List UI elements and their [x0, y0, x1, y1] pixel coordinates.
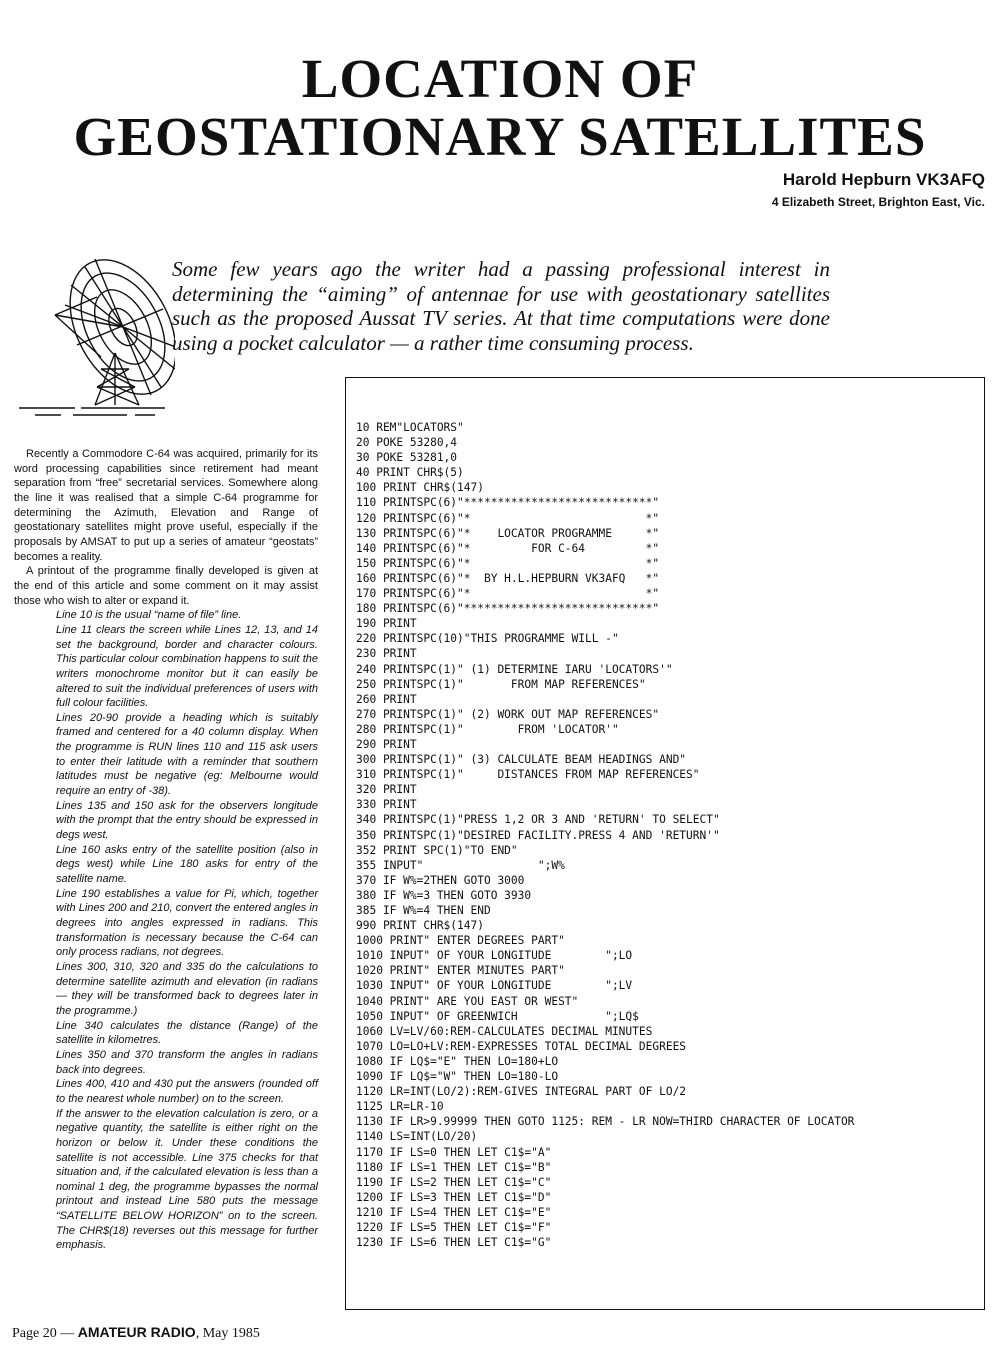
- code-line: 180 PRINTSPC(6)"****************************": [356, 602, 660, 616]
- body-paragraph-2: A printout of the programme finally developed is given at the end of this article and some comment on it may assist those who wish to alter or expand it.: [14, 565, 318, 607]
- code-line: 1190 IF LS=2 THEN LET C1$="C": [356, 1175, 552, 1189]
- code-line: 20 POKE 53280,4: [356, 436, 458, 450]
- code-line: 1130 IF LR>9.99999 THEN GOTO 1125: REM - LR NOW=THIRD CHARACTER OF LOCATOR: [356, 1115, 855, 1129]
- footer-page: Page 20 —: [12, 1326, 78, 1341]
- author-address: 4 Elizabeth Street, Brighton East, Vic.: [771, 195, 985, 209]
- code-line: 352 PRINT SPC(1)"TO END": [356, 843, 518, 857]
- code-line: 1170 IF LS=0 THEN LET C1$="A": [356, 1145, 552, 1159]
- line-note-2: Line 11 clears the screen while Lines 12, 13, and 14 set the background, border and character colours. This particular colour combination happens to suit the writers monochrome monitor but it can easily be altered to suit the individual preferences of users with full colour facilities.: [56, 623, 318, 710]
- footer-magazine: AMATEUR RADIO: [77, 1324, 196, 1340]
- line-note-9: Lines 350 and 370 transform the angles in radians back into degrees.: [56, 1048, 318, 1076]
- code-line: 1000 PRINT" ENTER DEGREES PART": [356, 934, 565, 948]
- line-note-8: Line 340 calculates the distance (Range) of the satellite in kilometres.: [56, 1019, 318, 1047]
- code-line: 1060 LV=LV/60:REM-CALCULATES DECIMAL MINUTES: [356, 1024, 653, 1038]
- code-line: 320 PRINT: [356, 783, 417, 797]
- program-listing-box: [345, 377, 985, 1310]
- code-line: 1180 IF LS=1 THEN LET C1$="B": [356, 1160, 552, 1174]
- code-line: 1120 LR=INT(LO/2):REM-GIVES INTEGRAL PART OF LO/2: [356, 1085, 687, 1099]
- code-line: 290 PRINT: [356, 737, 417, 751]
- code-line: 270 PRINTSPC(1)" (2) WORK OUT MAP REFERENCES": [356, 707, 660, 721]
- code-line: 1220 IF LS=5 THEN LET C1$="F": [356, 1220, 552, 1234]
- code-line: 30 POKE 53281,0: [356, 451, 458, 465]
- code-line: 280 PRINTSPC(1)" FROM 'LOCATOR'": [356, 722, 619, 736]
- code-line: 370 IF W%=2THEN GOTO 3000: [356, 873, 525, 887]
- author-byline: Harold Hepburn VK3AFQ: [782, 170, 985, 189]
- line-note-10: Lines 400, 410 and 430 put the answers (rounded off to the nearest whole number) on to the screen.: [56, 1078, 318, 1105]
- code-line: 170 PRINTSPC(6)"* *": [356, 587, 660, 601]
- code-line: 220 PRINTSPC(10)"THIS PROGRAMME WILL -": [356, 632, 619, 646]
- line-note-7: Lines 300, 310, 320 and 335 do the calculations to determine satellite azimuth and elevation (in radians — they will be transformed back to degrees later in the programme.): [56, 960, 318, 1017]
- body-paragraph-1: Recently a Commodore C-64 was acquired, primarily for its word processing capabilities since retirement had meant separation from “free” secretarial services. Somewhere along the line it was realised that a simple C-64 programme for determining the Azimuth, Elevation and Range of geostationary satellites might prove useful, especially if the proposals by AMSAT to put up a series of amateur “geostats” becomes a reality.: [14, 448, 318, 563]
- code-line: 1125 LR=LR-10: [356, 1100, 444, 1114]
- article-title: [60, 50, 940, 166]
- code-line: 40 PRINT CHR$(5): [356, 466, 464, 480]
- page-footer: [12, 1324, 260, 1342]
- code-line: 1140 LS=INT(LO/20): [356, 1130, 478, 1144]
- code-line: 130 PRINTSPC(6)"* LOCATOR PROGRAMME *": [356, 526, 660, 540]
- code-line: 140 PRINTSPC(6)"* FOR C-64 *": [356, 541, 660, 555]
- line-note-5: Line 160 asks entry of the satellite position (also in degs west) while Line 180 asks for entry of the satellite name.: [56, 843, 318, 886]
- code-line: 10 REM"LOCATORS": [356, 421, 464, 434]
- line-note-3: Lines 20-90 provide a heading which is suitably framed and centered for a 40 column display. When the programme is RUN lines 110 and 115 ask users to enter their latitude with a reminder that southern latitudes must be negative (eg: Melbourne would require an entry of -38).: [56, 711, 318, 798]
- code-line: 190 PRINT: [356, 617, 417, 631]
- footer-issue: , May 1985: [195, 1326, 260, 1341]
- code-line: 310 PRINTSPC(1)" DISTANCES FROM MAP REFERENCES": [356, 768, 700, 782]
- code-line: 1050 INPUT" OF GREENWICH ";LQ$: [356, 1009, 639, 1023]
- code-line: 120 PRINTSPC(6)"* *": [356, 511, 660, 525]
- code-line: 340 PRINTSPC(1)"PRESS 1,2 OR 3 AND 'RETURN' TO SELECT": [356, 813, 720, 827]
- line-note-11: If the answer to the elevation calculation is zero, or a negative quantity, the satellite is either right on the horizon or below it. Under these conditions the satellite is not accessible. Line 375 checks for that situation and, if the calculated elevation is less than a nominal 1 deg, the programme bypasses the normal printout and instead Line 580 puts the message “SATELLITE BELOW HORIZON” on to the screen. The CHR$(18) reverses out this message for further emphasis.: [56, 1107, 318, 1252]
- line-note-6: Line 190 establishes a value for Pi, which, together with Lines 200 and 210, convert the entered angles in degrees into angles expressed in radians. This transformation is necessary because the C-64 can only process radians, not degrees.: [56, 887, 318, 959]
- code-line: 350 PRINTSPC(1)"DESIRED FACILITY.PRESS 4 AND 'RETURN'": [356, 828, 720, 842]
- code-line: 250 PRINTSPC(1)" FROM MAP REFERENCES": [356, 677, 646, 691]
- code-line: 110 PRINTSPC(6)"****************************": [356, 496, 660, 510]
- article-text-column: [14, 447, 318, 1253]
- code-line: 300 PRINTSPC(1)" (3) CALCULATE BEAM HEADINGS AND": [356, 753, 687, 767]
- code-line: 100 PRINT CHR$(147): [356, 481, 484, 495]
- code-line: 260 PRINT: [356, 692, 417, 706]
- code-line: 1010 INPUT" OF YOUR LONGITUDE ";LO: [356, 949, 633, 963]
- program-listing: [356, 420, 854, 1250]
- code-line: 380 IF W%=3 THEN GOTO 3930: [356, 888, 532, 902]
- code-line: 330 PRINT: [356, 798, 417, 812]
- title-line-2: GEOSTATIONARY SATELLITES: [73, 106, 927, 167]
- code-line: 150 PRINTSPC(6)"* *": [356, 556, 660, 570]
- code-line: 1230 IF LS=6 THEN LET C1$="G": [356, 1236, 552, 1250]
- code-line: 240 PRINTSPC(1)" (1) DETERMINE IARU 'LOCATORS'": [356, 662, 673, 676]
- code-line: 1020 PRINT" ENTER MINUTES PART": [356, 964, 565, 978]
- code-line: 990 PRINT CHR$(147): [356, 919, 484, 933]
- intro-paragraph: Some few years ago the writer had a passing professional interest in determining the “aiming” of antennae for use with geostationary satellites such as the proposed Aussat TV series. At that time computations were done using a pocket calculator — a rather time consuming process.: [172, 257, 830, 355]
- code-line: 1200 IF LS=3 THEN LET C1$="D": [356, 1190, 552, 1204]
- line-note-4: Lines 135 and 150 ask for the observers longitude with the prompt that the entry should be expressed in degs west.: [56, 799, 318, 842]
- code-line: 1040 PRINT" ARE YOU EAST OR WEST": [356, 994, 579, 1008]
- code-line: 160 PRINTSPC(6)"* BY H.L.HEPBURN VK3AFQ *": [356, 571, 660, 585]
- satellite-dish-icon: [15, 245, 175, 420]
- code-line: 385 IF W%=4 THEN END: [356, 904, 491, 917]
- code-line: 1210 IF LS=4 THEN LET C1$="E": [356, 1205, 552, 1219]
- code-line: 1080 IF LQ$="E" THEN LO=180+LO: [356, 1054, 559, 1068]
- code-line: 230 PRINT: [356, 647, 417, 661]
- code-line: 1070 LO=LO+LV:REM-EXPRESSES TOTAL DECIMAL DEGREES: [356, 1039, 687, 1053]
- code-line: 355 INPUT" ";W%: [356, 858, 565, 872]
- code-line: 1090 IF LQ$="W" THEN LO=180-LO: [356, 1070, 559, 1084]
- line-note-1: Line 10 is the usual “name of file” line.: [56, 609, 242, 622]
- title-line-1: LOCATION OF: [301, 48, 699, 109]
- code-line: 1030 INPUT" OF YOUR LONGITUDE ";LV: [356, 979, 633, 993]
